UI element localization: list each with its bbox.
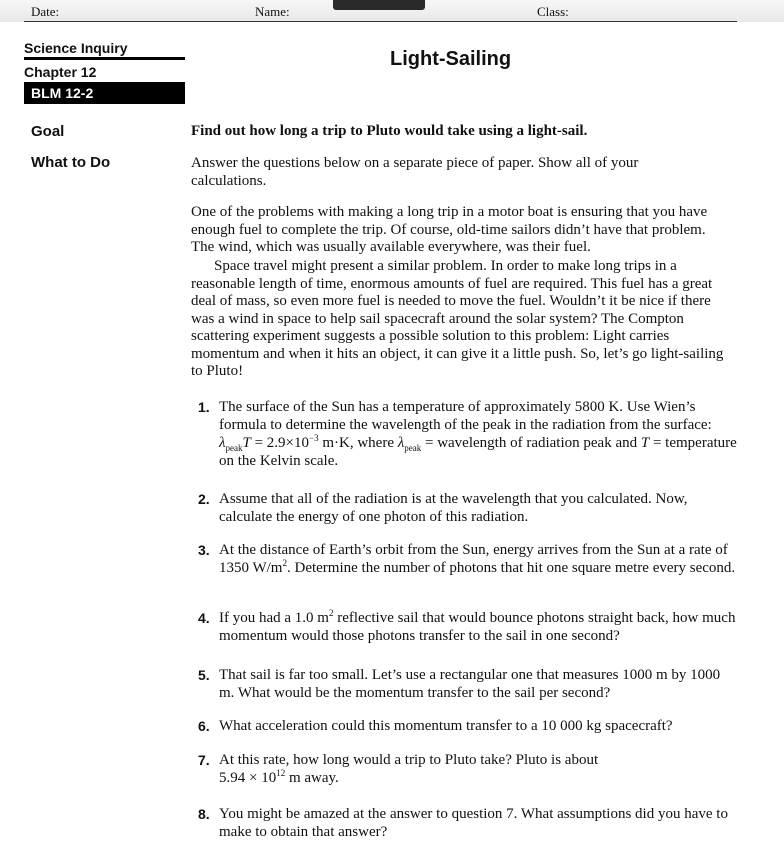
question-2 xyxy=(198,490,738,526)
question-number: 6. xyxy=(198,718,210,734)
question-number: 5. xyxy=(198,667,210,683)
goal-label: Goal xyxy=(31,123,65,140)
question-number: 4. xyxy=(198,610,210,626)
question-text: At the distance of Earth’s orbit from the Sun, energy arrives from the Sun at a rate of 1350 $W/m^2$. Determine the number of photons that hit one square metre every second. xyxy=(219,542,736,576)
intro-paragraph-1: One of the problems with making a long trip in a motor boat is ensuring that you have enough fuel to complete the trip. Of course, old-time sailors didn’t have that problem. The wind, which was usually available everywhere, was their fuel. xyxy=(191,204,708,255)
question-number: 7. xyxy=(198,752,210,768)
class-label: Class: xyxy=(537,4,569,19)
question-3 xyxy=(198,541,738,577)
question-number: 8. xyxy=(198,806,210,822)
question-text: You might be amazed at the answer to question 7. What assumptions did you have to make to obtain that answer? xyxy=(219,806,728,840)
name-label: Name: xyxy=(255,4,290,19)
intro-paragraph-2: Space travel might present a similar problem. In order to make long trips in a reasonable length of time, enormous amounts of fuel are required. This fuel has a great deal of mass, so even more fuel is needed to move the fuel. Wouldn’t it be nice if there was a wind in space to help sail spacecraft around the solar system? The Compton scattering experiment suggests a possible solution to this problem: Light carries momentum and when it hits an object, it can give it a little push. So, let’s go light-sailing to Pluto! xyxy=(191,258,724,379)
question-text: If you had a 1.0 $m^2$ reflective sail that would bounce photons straight back, how much momentum would those photons transfer to the sail in one second? xyxy=(219,608,736,644)
question-text: What acceleration could this momentum transfer to a 10 000 kg spacecraft? xyxy=(219,718,673,734)
goal-text: Find out how long a trip to Pluto would take using a light-sail. xyxy=(191,123,588,139)
question-text: Assume that all of the radiation is at the wavelength that you calculated. Now, calculate the energy of one photon of this radiation. xyxy=(219,491,688,525)
page-title: Light-Sailing xyxy=(390,48,512,70)
question-1 xyxy=(198,398,738,470)
blm-badge: BLM 12-2 xyxy=(24,82,185,104)
question-8 xyxy=(198,805,738,841)
question-5 xyxy=(198,666,738,702)
question-number: 3. xyxy=(198,542,210,558)
viewer-top-bar xyxy=(333,0,425,10)
question-number: 1. xyxy=(198,399,210,415)
question-4 xyxy=(198,609,738,645)
what-to-do-label: What to Do xyxy=(31,154,111,171)
date-label: Date: xyxy=(31,4,60,19)
question-7 xyxy=(198,751,738,787)
chapter-label: Chapter 12 xyxy=(24,64,97,80)
question-6 xyxy=(198,717,738,735)
instructions-text: Answer the questions below on a separate piece of paper. Show all of your calculations. xyxy=(191,155,639,189)
question-text: At this rate, how long would a trip to Pluto take? Pluto is about $5.94 \times 10^{12}$ m away. xyxy=(219,752,599,786)
question-text: That sail is far too small. Let’s use a rectangular one that measures 1000 m by 1000 m. What would be the momentum transfer to the sail per second? xyxy=(219,667,721,701)
sidebar-rule xyxy=(24,57,185,60)
question-number: 2. xyxy=(198,491,210,507)
header-divider xyxy=(24,21,737,22)
course-name: Science Inquiry xyxy=(24,40,128,56)
question-text: The surface of the Sun has a temperature of approximately 5800 K. Use Wien’s formula to determine the wavelength of the peak in the radiation from the surface: $\lambda_{peak}T = 2.9\times 10^{-3}$ m·K, where $\lambda_{peak}$ = wavelength of radiation peak and T = temperature on the Kelvin scale. xyxy=(219,399,737,469)
